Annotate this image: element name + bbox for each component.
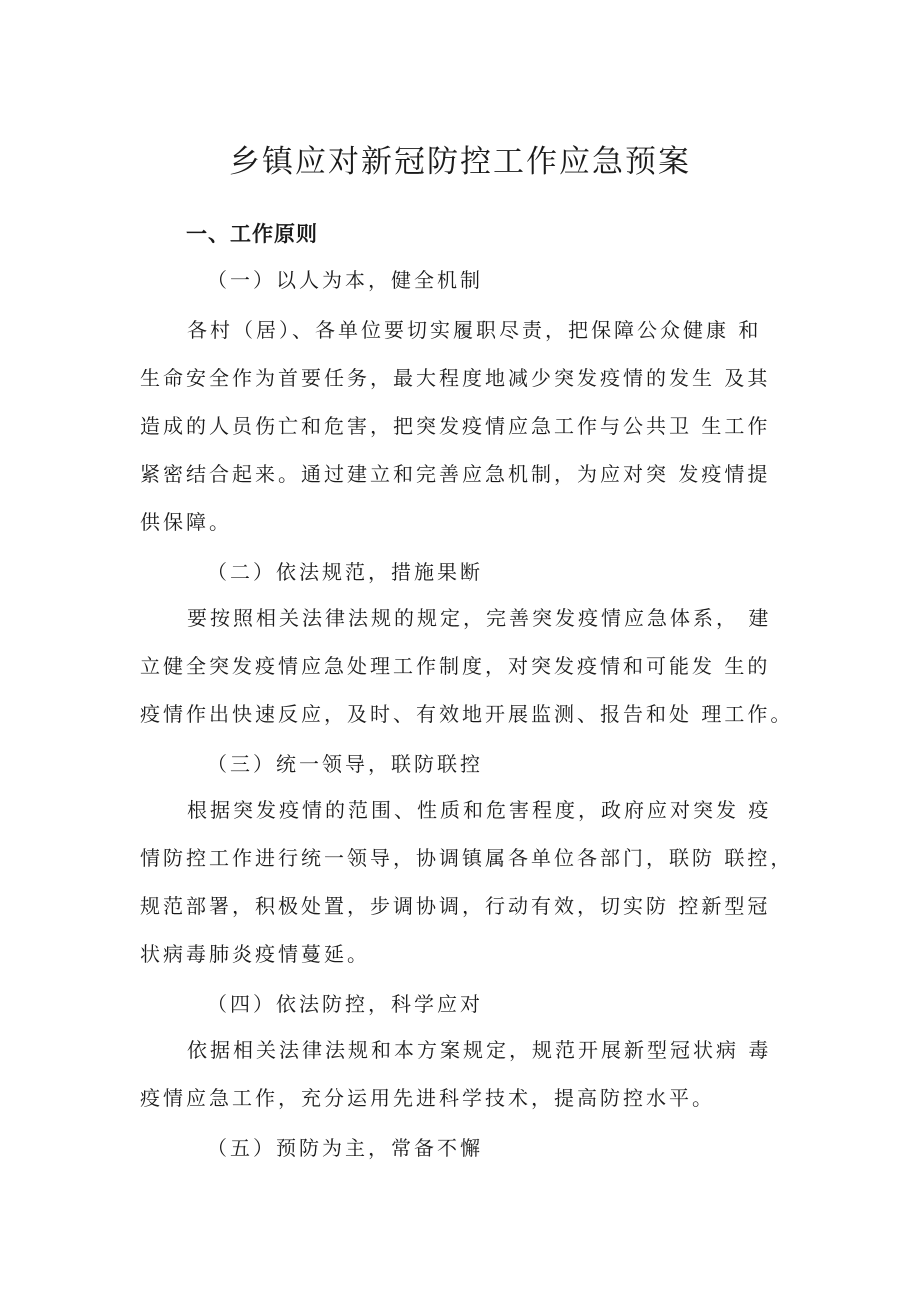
paragraph-2 [140,594,800,738]
subheading-2: （二）依法规范，措施果断 [207,560,483,584]
paragraph-line: 根据突发疫情的范围、性质和危害程度，政府应对突发 疫 [187,798,772,822]
paragraph-line: 规范部署，积极处置，步调协调，行动有效，切实防 控新型冠 [140,894,771,918]
document-title: 乡镇应对新冠防控工作应急预案 [229,144,691,180]
paragraph-line: 各村（居）、各单位要切实履职尽责，把保障公众健康 和 [187,318,762,342]
subheading-5: （五）预防为主，常备不懈 [207,1136,483,1160]
paragraph-line: 依据相关法律法规和本方案规定，规范开展新型冠状病 毒 [187,1038,772,1062]
paragraph-line: 要按照相关法律法规的规定，完善突发疫情应急体系， 建 [187,606,772,630]
paragraph-line: 生命安全作为首要任务，最大程度地减少突发疫情的发生 及其 [140,366,771,390]
paragraph-1 [140,306,800,546]
paragraph-line: 立健全突发疫情应急处理工作制度，对突发疫情和可能发 生的 [140,654,771,678]
paragraph-line: 紧密结合起来。通过建立和完善应急机制，为应对突 发疫情提 [140,462,771,486]
paragraph-4 [140,1026,800,1122]
paragraph-3 [140,786,800,978]
paragraph-line: 疫情应急工作，充分运用先进科学技术，提高防控水平。 [140,1086,715,1110]
paragraph-line: 情防控工作进行统一领导，协调镇属各单位各部门，联防 联控， [140,846,794,870]
paragraph-line: 供保障。 [140,510,232,534]
paragraph-line: 状病毒肺炎疫情蔓延。 [140,942,370,966]
subheading-1: （一）以人为本，健全机制 [207,268,483,292]
subheading-3: （三）统一领导，联防联控 [207,752,483,776]
paragraph-line: 造成的人员伤亡和危害，把突发疫情应急工作与公共卫 生工作 [140,414,771,438]
subheading-4: （四）依法防控，科学应对 [207,992,483,1016]
paragraph-line: 疫情作出快速反应，及时、有效地开展监测、报告和处 理工作。 [140,702,794,726]
section-heading-principles: 一、工作原则 [186,222,318,246]
